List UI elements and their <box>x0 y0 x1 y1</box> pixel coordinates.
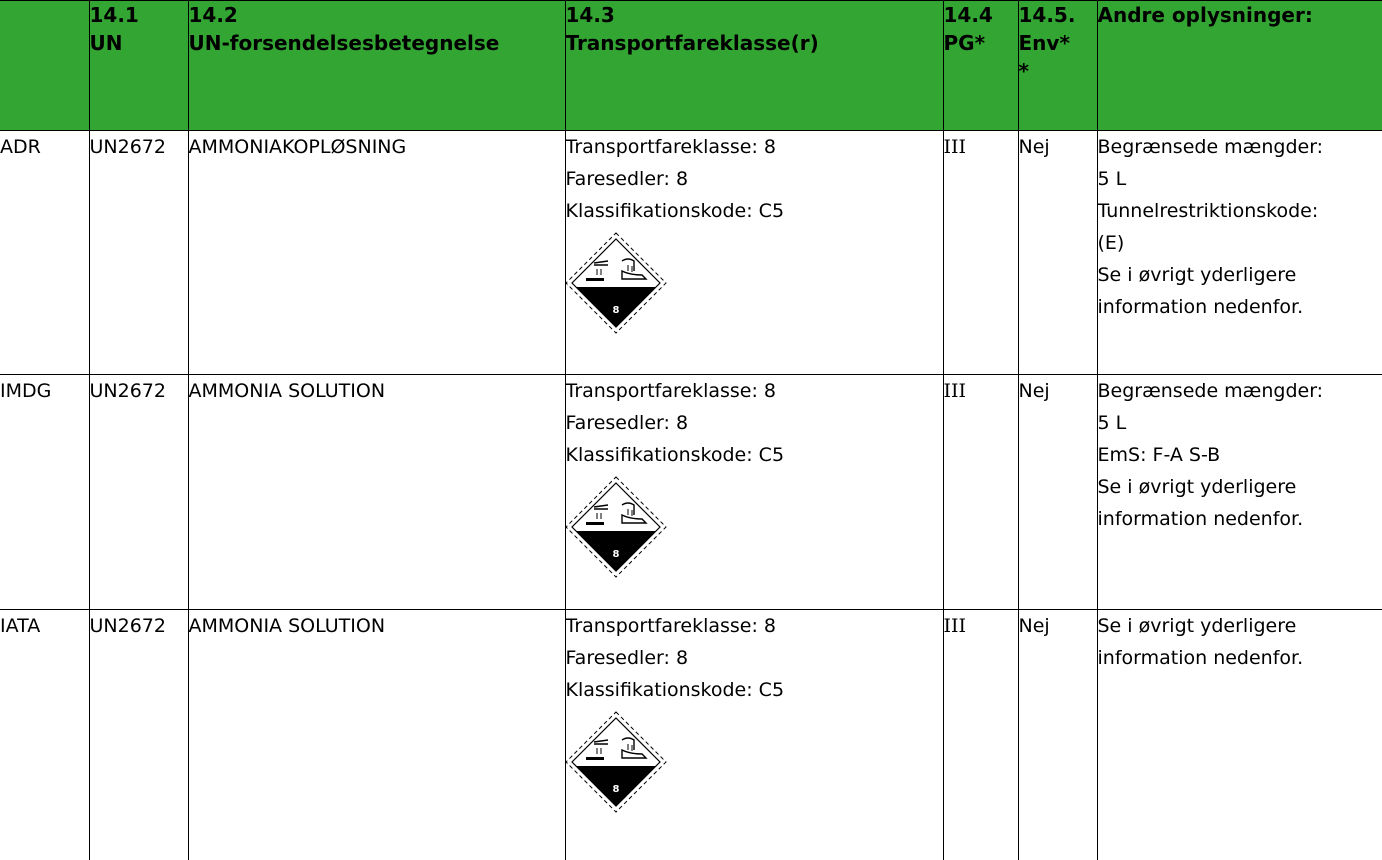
corrosive-class-8-icon <box>564 475 943 579</box>
header-hazard-class-label: Transportfareklasse(r) <box>566 29 943 57</box>
cell-other-info <box>1097 375 1382 610</box>
other-info-line: Se i øvrigt yderligere <box>1098 610 1382 642</box>
cell-packing-group: III <box>943 375 1018 610</box>
cell-shipping-name: AMMONIA SOLUTION <box>188 375 565 610</box>
classification-code-line: Klassifikationskode: C5 <box>566 195 943 227</box>
header-packing-group-number: 14.4 <box>944 1 1018 29</box>
header-mode <box>0 1 89 131</box>
header-packing-group-label: PG* <box>944 29 1018 57</box>
other-info-line: Se i øvrigt yderligere <box>1098 471 1382 503</box>
other-info-line: Begrænsede mængder: <box>1098 375 1382 407</box>
cell-mode: IMDG <box>0 375 89 610</box>
table-row <box>0 610 1382 860</box>
classification-code-line: Klassifikationskode: C5 <box>566 674 943 706</box>
svg-text:8: 8 <box>612 549 619 560</box>
other-info-line: EmS: F-A S-B <box>1098 439 1382 471</box>
header-un-number: 14.1 <box>90 1 188 29</box>
cell-un: UN2672 <box>89 610 188 860</box>
other-info-line: Tunnelrestriktionskode: <box>1098 195 1382 227</box>
table-row <box>0 375 1382 610</box>
header-hazard-class-number: 14.3 <box>566 1 943 29</box>
svg-text:8: 8 <box>612 305 619 316</box>
header-environment <box>1018 1 1097 131</box>
cell-hazard-class <box>565 610 943 860</box>
header-shipping-name <box>188 1 565 131</box>
other-info-line: Se i øvrigt yderligere <box>1098 259 1382 291</box>
header-shipping-name-number: 14.2 <box>189 1 565 29</box>
corrosive-class-8-icon <box>564 231 943 335</box>
cell-environment: Nej <box>1018 610 1097 860</box>
header-other-info-label: Andre oplysninger: <box>1098 1 1382 29</box>
hazard-class-line: Transportfareklasse: 8 <box>566 131 943 163</box>
cell-shipping-name: AMMONIAKOPLØSNING <box>188 131 565 375</box>
cell-un: UN2672 <box>89 131 188 375</box>
cell-shipping-name: AMMONIA SOLUTION <box>188 610 565 860</box>
hazard-labels-line: Faresedler: 8 <box>566 642 943 674</box>
header-other-info <box>1097 1 1382 131</box>
cell-hazard-class <box>565 131 943 375</box>
cell-environment: Nej <box>1018 131 1097 375</box>
cell-packing-group: III <box>943 131 1018 375</box>
svg-text:8: 8 <box>612 784 619 795</box>
hazard-labels-line: Faresedler: 8 <box>566 407 943 439</box>
other-info-line: information nedenfor. <box>1098 642 1382 674</box>
hazard-class-line: Transportfareklasse: 8 <box>566 375 943 407</box>
header-packing-group <box>943 1 1018 131</box>
header-hazard-class <box>565 1 943 131</box>
cell-other-info <box>1097 131 1382 375</box>
other-info-line: (E) <box>1098 227 1382 259</box>
header-un <box>89 1 188 131</box>
other-info-line: 5 L <box>1098 163 1382 195</box>
hazard-labels-line: Faresedler: 8 <box>566 163 943 195</box>
other-info-line: information nedenfor. <box>1098 503 1382 535</box>
cell-un: UN2672 <box>89 375 188 610</box>
cell-other-info <box>1097 610 1382 860</box>
header-environment-label: Env* <box>1019 29 1097 57</box>
corrosive-class-8-icon <box>564 710 943 814</box>
header-row <box>0 1 1382 131</box>
classification-code-line: Klassifikationskode: C5 <box>566 439 943 471</box>
header-environment-extra: * <box>1019 57 1097 85</box>
header-un-label: UN <box>90 29 188 57</box>
other-info-line: 5 L <box>1098 407 1382 439</box>
header-shipping-name-label: UN-forsendelsesbetegnelse <box>189 29 565 57</box>
other-info-line: Begrænsede mængder: <box>1098 131 1382 163</box>
cell-environment: Nej <box>1018 375 1097 610</box>
cell-hazard-class <box>565 375 943 610</box>
table-row <box>0 131 1382 375</box>
cell-mode: IATA <box>0 610 89 860</box>
other-info-line: information nedenfor. <box>1098 291 1382 323</box>
cell-packing-group: III <box>943 610 1018 860</box>
cell-mode: ADR <box>0 131 89 375</box>
header-environment-number: 14.5. <box>1019 1 1097 29</box>
hazard-class-line: Transportfareklasse: 8 <box>566 610 943 642</box>
